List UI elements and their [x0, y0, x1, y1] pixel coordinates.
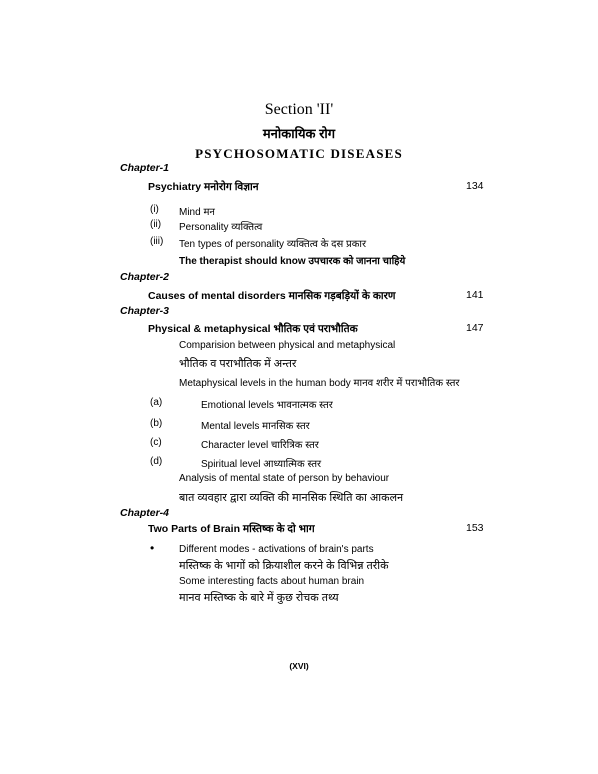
chapter-3-item-d: Spiritual level आध्यात्मिक स्तर — [201, 459, 322, 470]
chapter-3-item-a: Emotional levels भावनात्मक स्तर — [201, 400, 333, 411]
chapter-1-page: 134 — [466, 180, 484, 192]
chapter-4-label: Chapter-4 — [120, 507, 170, 519]
bullet-icon: • — [150, 541, 155, 555]
section-title: Section 'II' — [264, 101, 334, 118]
chapter-4-line-2: मस्तिष्क के भागों को क्रियाशील करने के विभिन्न तरीके — [179, 560, 389, 572]
chapter-4-page: 153 — [466, 522, 484, 534]
chapter-1-note: The therapist should know उपचारक को जानना चाहिये — [179, 256, 406, 267]
chapter-3-heading: Physical & metaphysical भौतिक एवं पराभौतिक — [148, 323, 358, 335]
chapter-3-label: Chapter-3 — [120, 305, 170, 317]
chapter-2-label: Chapter-2 — [120, 271, 170, 283]
chapter-3-item-d-num: (d) — [150, 456, 163, 467]
chapter-3-item-c: Character level चारित्रिक स्तर — [201, 440, 319, 451]
chapter-1-item-2: Personality व्यक्तित्व — [179, 222, 263, 233]
chapter-1-item-2-num: (ii) — [150, 219, 162, 230]
chapter-1-item-1-num: (i) — [150, 204, 159, 215]
section-english-title: PSYCHOSOMATIC DISEASES — [195, 146, 403, 161]
chapter-3-item-a-num: (a) — [150, 397, 163, 408]
chapter-3-line-2: भौतिक व पराभौतिक में अन्तर — [179, 358, 297, 370]
chapter-3-page: 147 — [466, 322, 484, 334]
chapter-4-line-4: मानव मस्तिष्क के बारे में कुछ रोचक तथ्य — [179, 592, 339, 604]
chapter-1-item-3: Ten types of personality व्यक्तित्व के दस प्रकार — [179, 239, 367, 250]
chapter-3-tail-line-2: बात व्यवहार द्वारा व्यक्ति की मानसिक स्थिति का आकलन — [179, 492, 404, 504]
chapter-3-line-1: Comparision between physical and metaphysical — [179, 340, 396, 351]
chapter-2-heading: Causes of mental disorders मानसिक गड़बड़ियों के कारण — [148, 290, 396, 302]
chapter-3-tail-line-1: Analysis of mental state of person by behaviour — [179, 473, 390, 484]
chapter-3-item-b-num: (b) — [150, 418, 163, 429]
chapter-3-item-c-num: (c) — [150, 437, 162, 448]
page-number: (XVI) — [289, 661, 309, 671]
chapter-4-heading: Two Parts of Brain मस्तिष्क के दो भाग — [148, 523, 315, 535]
chapter-4-line-1: Different modes - activations of brain's parts — [179, 544, 374, 555]
section-hindi-title: मनोकायिक रोग — [262, 126, 336, 141]
chapter-1-item-1: Mind मन — [179, 207, 215, 218]
chapter-3-item-b: Mental levels मानसिक स्तर — [201, 421, 310, 432]
chapter-2-page: 141 — [466, 289, 484, 301]
chapter-1-label: Chapter-1 — [120, 162, 170, 174]
chapter-1-item-3-num: (iii) — [150, 236, 164, 247]
chapter-3-line-3: Metaphysical levels in the human body मानव शरीर में पराभौतिक स्तर — [179, 378, 460, 389]
chapter-1-heading: Psychiatry मनोरोग विज्ञान — [148, 181, 259, 193]
chapter-4-line-3: Some interesting facts about human brain — [179, 576, 365, 587]
